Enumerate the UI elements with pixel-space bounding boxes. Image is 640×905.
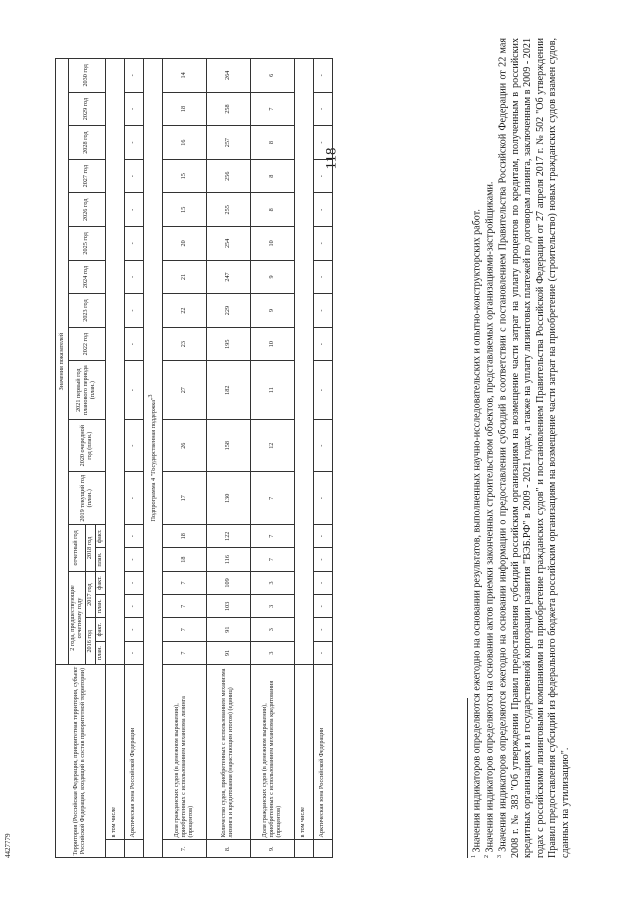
header-year: 2030 год <box>69 59 106 93</box>
header-plan: план. <box>95 641 105 664</box>
header-2021: 2021 первый год планового периода (план.) <box>69 361 106 419</box>
document-code: 4427779 <box>4 833 12 858</box>
header-2019: 2019 текущий год (план.) <box>69 472 106 525</box>
footnote: $^2$ Значения индикаторов определяются на основании актов приемки законченных строительством объектов, представляемых организациями-застройщиками. <box>483 181 496 858</box>
arctic-label: Арктическая зона Российской Федерации <box>313 665 332 840</box>
header-values: Значения показателей <box>56 59 69 665</box>
table-row: 8. Количество судов, приобретенных с использованием механизма лизинга и кредитования (нарастающим итогом) (единиц) 91 91 103 109 116 122 130 158 182 195 229 247 254 255 256 257 258 264 <box>206 59 250 858</box>
incl-label: в том числе <box>105 665 124 840</box>
header-fact: факт. <box>95 571 105 594</box>
header-year: 2024 год <box>69 260 106 294</box>
footnote-separator <box>467 698 468 858</box>
header-two-years: 2 года, предшествующие отчетному году <box>69 571 86 664</box>
header-year: 2025 год <box>69 227 106 261</box>
header-2017: 2017 год <box>85 571 95 618</box>
header-fact: факт. <box>95 618 105 641</box>
arctic-label: Арктическая зона Российской Федерации <box>124 665 143 840</box>
page-number: 118 <box>323 147 340 170</box>
table-row: 9. Доля гражданских судов (в денежном выражении), приобретенных с использованием механизма кредитования (процентов) 3 3 3 3 7 7 7 12 11 10 9 9 10 8 8 8 7 6 <box>250 59 294 858</box>
header-2018: 2018 год <box>85 525 95 572</box>
rotated-page-content <box>55 38 615 858</box>
header-fact: факт. <box>95 525 105 548</box>
header-plan: план. <box>95 595 105 618</box>
footnote: $^1$ Значения индикаторов определяются ежегодно на основании результатов, выполненных научно-исследовательских и опытно-конструкторских работ. <box>471 209 483 858</box>
header-reporting-year: отчетный год <box>69 525 86 572</box>
footnotes <box>471 38 572 858</box>
header-territory: Территория (Российская Федерация, приоритетная территория, субъект Российской Федерации, входящий в состав приоритетной территории) <box>56 665 106 858</box>
header-year: 2022 год <box>69 327 106 361</box>
header-year: 2027 год <box>69 159 106 193</box>
header-year: 2026 год <box>69 193 106 227</box>
header-plan: план. <box>95 548 105 571</box>
footnote: $^3$ Значения индикаторов определяются ежегодно на основании информации о предоставлении субсидий в соответствии с постановлением Правительства Российской Федерации от 22 мая 2008 г. № 383 "Об утверждении Правил предоставления субсидий российским организациям на возмещение части затрат на уплату процентов по кредитам, полученным в российских кредитных организациях и в государственной корпорации развития "ВЭБ.РФ" в 2009 - 2021 годах, а также на уплату лизинговых платежей по договорам лизинга, заключенным в 2009 - 2021 годах с российскими лизинговыми компаниями на приобретение гражданских судов" и постановлением Правительства Российской Федерации от 27 апреля 2017 г. № 502 "Об утверждении Правил предоставления субсидий из федерального бюджета российским организациям на возмещение части затрат на приобретение (строительство) новых гражданских судов взамен судов, сданных на утилизацию". <box>496 38 571 858</box>
header-2016: 2016 год <box>85 618 95 665</box>
header-year: 2028 год <box>69 126 106 160</box>
header-2020: 2020 очередной год (план.) <box>69 419 106 472</box>
header-year: 2029 год <box>69 92 106 126</box>
header-year: 2023 год <box>69 294 106 328</box>
table-row: 7. Доля гражданских судов (в денежном выражении), приобретенных с использованием механизма лизинга (процентов) 7 7 7 7 18 18 17 26 27 23 22 21 20 15 15 16 18 14 <box>162 59 206 858</box>
subprogram-title: Подпрограмма 4 "Государственная поддержка"$^3$ <box>143 59 162 858</box>
incl-label: в том числе <box>294 665 313 840</box>
indicators-table: Территория (Российская Федерация, приоритетная территория, субъект Российской Федерации, входящий в состав приоритетной территории) Значения показателей 2 года, предшествующие отчетному году отчетный год 2019 текущий год (план.) 2020 очередной год (план.) 2021 первый год планового периода (план.) 2022 год 2023 год 2024 год 2025 год 2026 год 2027 год 2028 год 2029 год 2030 год 2016 год 2017 год 2018 год план. факт. план. факт. план. факт. в том числе Арктическая зона Российской Федерации - - - - - - - - - - - - - - - - - - Подпрограмма 4 "Государственная поддержка"$^3$ 7. Доля гражданских судов (в денежном выражении), приобретенных с использованием механизма лизинга (процентов) 7 7 7 7 18 18 17 26 27 23 22 21 20 15 15 16 18 14 8. Количество судов, приобретенных с использованием механизма лизинга и кредитования (нарастающим итогом) (единиц) 91 91 103 109 116 122 130 158 182 195 229 247 254 255 256 257 258 264 9. Доля гражданских судов (в денежном выражении), приобретенных с использованием механизма кредитования (процентов) 3 3 3 3 7 7 7 12 11 10 9 9 10 8 8 8 7 6 в том числе Арктическая зона Российской Федерации - - - - - - - - - - - - - - - - - - <box>55 58 333 858</box>
